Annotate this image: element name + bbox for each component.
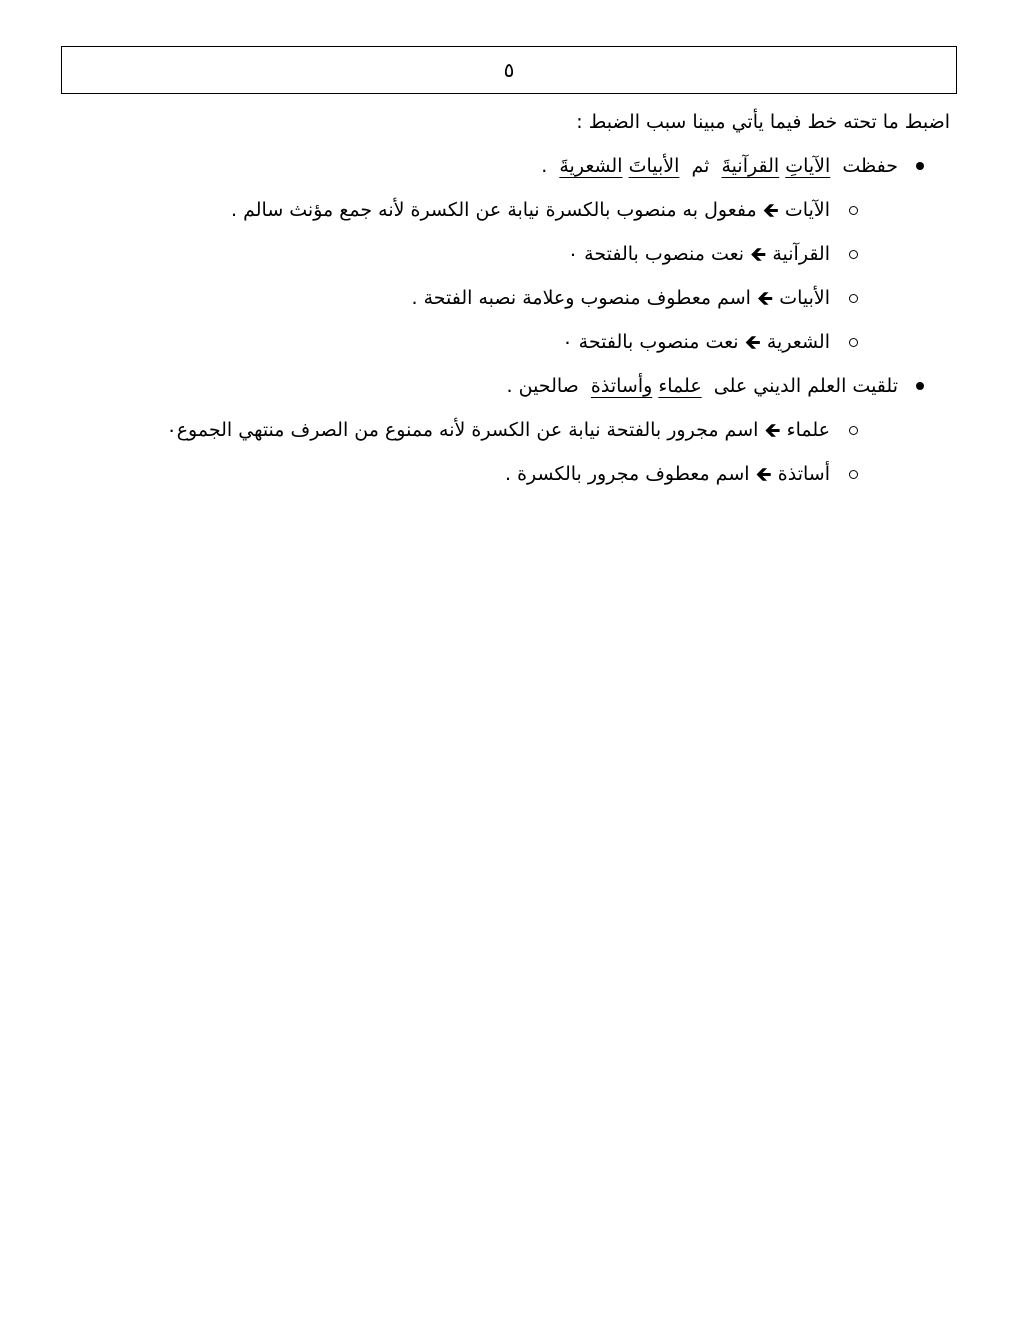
sentence-word: ثم — [691, 155, 710, 177]
sentence-word: تلقيت العلم الديني على — [713, 375, 898, 397]
analysis-text: اسم مجرور بالفتحة نيابة عن الكسرة لأنه ممنوع من الصرف منتهي الجموع٠ — [166, 419, 759, 441]
bullet-item-2 — [60, 364, 950, 408]
sentence-text — [507, 364, 898, 408]
underlined-word: وأساتذة — [590, 375, 653, 397]
analysis-text: اسم معطوف مجرور بالكسرة . — [505, 463, 750, 485]
analyzed-word: القرآنية — [772, 243, 830, 265]
sentence-text — [541, 144, 898, 188]
sub-item — [60, 188, 950, 232]
sub-item — [60, 320, 950, 364]
left-arrow-icon: 🡸 — [756, 286, 774, 310]
analysis-text: نعت منصوب بالفتحة ٠ — [562, 331, 739, 353]
underlined-word: الشعريةَ — [559, 155, 623, 177]
analyzed-word: أساتذة — [777, 463, 830, 485]
circle-bullet-icon — [849, 206, 858, 215]
left-arrow-icon: 🡸 — [750, 242, 767, 266]
page-number: ٥ — [503, 58, 515, 82]
left-arrow-icon: 🡸 — [762, 198, 779, 222]
sub-item — [60, 276, 950, 320]
instruction-text: اضبط ما تحته خط فيما يأتي مبينا سبب الضبط : — [576, 111, 950, 133]
analysis-text: اسم معطوف منصوب وعلامة نصبه الفتحة . — [411, 287, 751, 309]
analyzed-word: الآيات — [784, 199, 830, 221]
analysis-text: نعت منصوب بالفتحة ٠ — [567, 243, 745, 265]
sentence-word: صالحين . — [506, 375, 579, 397]
analyzed-word: الشعرية — [766, 331, 830, 353]
sub-item — [60, 232, 950, 276]
page-number-box — [61, 46, 957, 94]
underlined-word: علماء — [658, 375, 702, 397]
analyzed-word: الأبيات — [779, 287, 830, 309]
underlined-word: الآياتِ — [785, 155, 831, 177]
left-arrow-icon: 🡸 — [764, 418, 781, 442]
circle-bullet-icon — [849, 294, 858, 303]
left-arrow-icon: 🡸 — [744, 330, 761, 354]
circle-bullet-icon — [849, 250, 858, 259]
sentence-word: حفظت — [842, 155, 898, 177]
sub-item — [60, 452, 950, 496]
analysis-text: مفعول به منصوب بالكسرة نيابة عن الكسرة لأنه جمع مؤنث سالم . — [231, 199, 757, 221]
sub-item — [60, 408, 950, 452]
bullet-dot-icon — [916, 382, 924, 390]
underlined-word: القرآنيةَ — [721, 155, 780, 177]
circle-bullet-icon — [849, 470, 858, 479]
sentence-punct: . — [541, 155, 548, 177]
underlined-word: الأبياتَ — [628, 155, 680, 177]
circle-bullet-icon — [849, 426, 858, 435]
bullet-item-1 — [60, 144, 950, 188]
bullet-dot-icon — [916, 162, 924, 170]
left-arrow-icon: 🡸 — [755, 462, 772, 486]
exercise-content — [60, 100, 950, 496]
analyzed-word: علماء — [786, 419, 830, 441]
circle-bullet-icon — [849, 338, 858, 347]
